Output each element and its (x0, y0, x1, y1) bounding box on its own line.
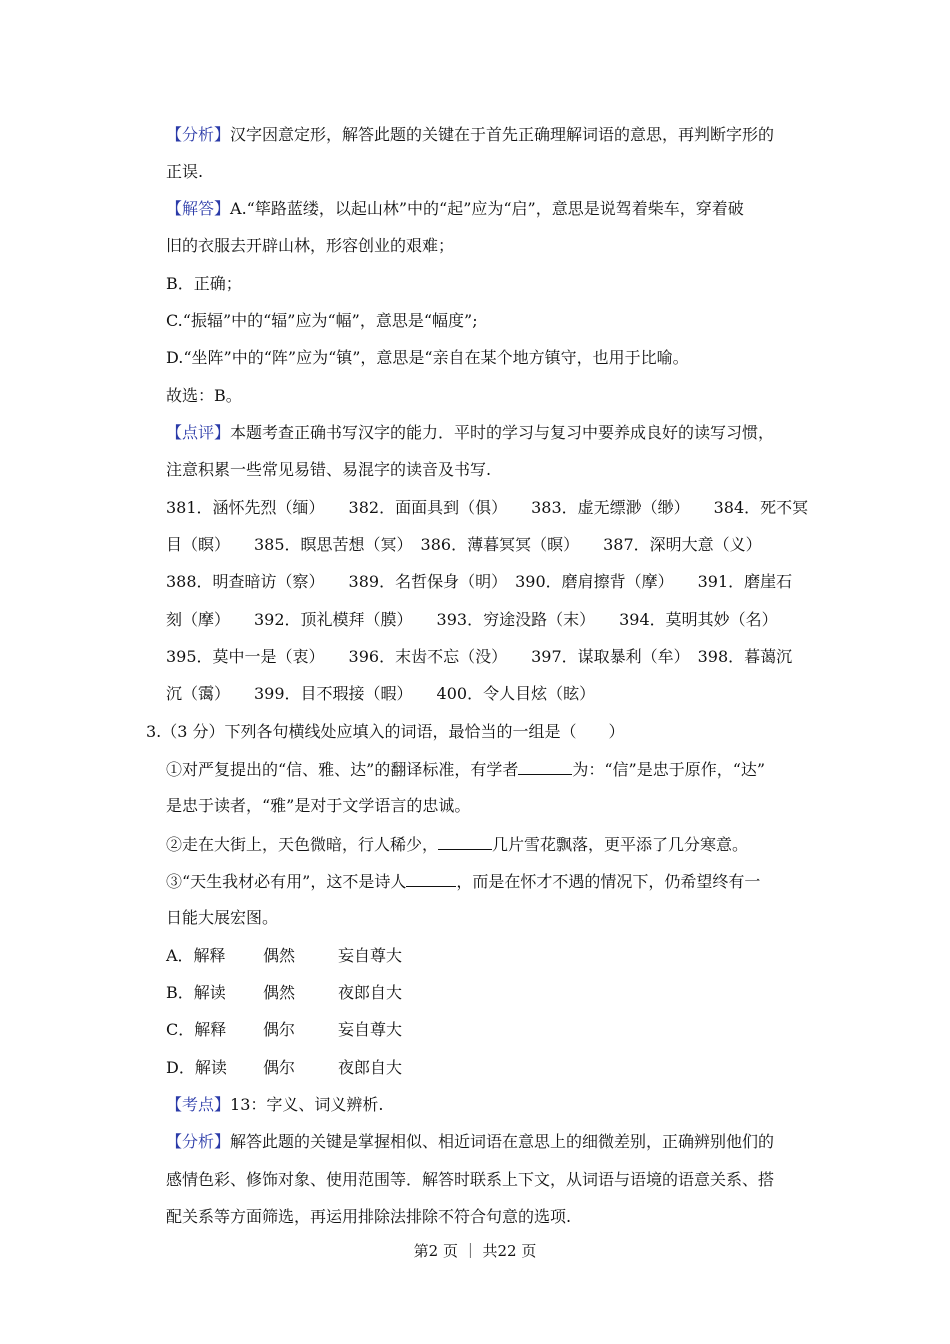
option-d[interactable] (166, 1057, 402, 1079)
analysis-3-cont: 感情色彩、修饰对象、使用范围等．解答时联系上下文，从词语与语境的语意关系、搭 (166, 1170, 775, 1189)
sentence-1-part: ①对严复提出的“信、雅、达”的翻译标准，有学者 (166, 760, 519, 779)
option-word-3: 妄自尊大 (338, 1020, 403, 1039)
word-list-line: 388．明查暗访（察） 389．名哲保身（明） 390．磨肩擦背（摩） 391．磨崖石 (166, 572, 793, 591)
option-word-1: A．解释 (166, 946, 226, 965)
option-word-2: 偶然 (263, 946, 296, 965)
option-word-3: 夜郎自大 (338, 1058, 403, 1077)
option-c[interactable] (166, 1019, 402, 1041)
option-word-1: B．解读 (166, 983, 226, 1002)
comment-tag: 【点评】 (166, 423, 231, 442)
answer-text: A.“筚路蓝缕，以起山林”中的“起”应为“启”，意思是说驾着柴车，穿着破 (230, 199, 744, 218)
page-footer: 第2 页 ｜ 共22 页 (413, 1242, 537, 1260)
word-list-line: 沉（霭） 399．目不瑕接（暇） 400．令人目炫（眩） (166, 684, 596, 703)
answer-tag: 【解答】 (166, 199, 231, 218)
answer-choice: 故选：B。 (166, 386, 242, 405)
sentence-1-part: 为：“信”是忠于原作，“达” (572, 760, 766, 779)
question-3-stem: 3.（3 分）下列各句横线处应填入的词语，最恰当的一组是（ ） (146, 722, 625, 741)
analysis-3-line (166, 1131, 774, 1153)
analysis-tag: 【分析】 (166, 125, 231, 144)
fill-blank (438, 833, 492, 850)
sentence-1-cont: 是忠于读者，“雅”是对于文学语言的忠诚。 (166, 796, 471, 815)
comment-1-cont: 注意积累一些常见易错、易混字的读音及书写. (166, 460, 492, 479)
word-list-line: 381．涵怀先烈（缅） 382．面面具到（俱） 383．虚无缥渺（缈） 384．死不冥 (166, 498, 809, 517)
kaodian-tag: 【考点】 (166, 1095, 231, 1114)
analysis-3-cont: 配关系等方面筛选，再运用排除法排除不符合句意的选项. (166, 1207, 572, 1226)
fill-blank (406, 870, 456, 887)
comment-1-line (166, 422, 774, 444)
option-word-1: D．解读 (166, 1058, 227, 1077)
kaodian-text: 13：字义、词义辨析. (230, 1095, 384, 1114)
option-word-2: 偶尔 (263, 1020, 296, 1039)
analysis-1-cont: 正误. (166, 162, 204, 181)
analysis-text: 解答此题的关键是掌握相似、相近词语在意思上的细微差别，正确辨别他们的 (230, 1132, 775, 1151)
fill-blank (518, 758, 572, 775)
option-word-3: 妄自尊大 (338, 946, 403, 965)
analysis-1-line (166, 124, 774, 146)
option-b[interactable] (166, 982, 402, 1004)
sentence-2 (166, 833, 748, 856)
option-a[interactable] (166, 945, 402, 967)
comment-text: 本题考查正确书写汉字的能力．平时的学习与复习中要养成良好的读写习惯， (230, 423, 775, 442)
sentence-1 (166, 758, 765, 781)
sentence-2-part: ②走在大街上，天色微暗，行人稀少， (166, 835, 439, 854)
answer-d: D.“坐阵”中的“阵”应为“镇”，意思是“亲自在某个地方镇守，也用于比喻。 (166, 348, 689, 367)
option-word-2: 偶尔 (263, 1058, 296, 1077)
sentence-3-part: ③“天生我材必有用”，这不是诗人 (166, 872, 407, 891)
word-list-line: 刻（摩） 392．顶礼模拜（膜） 393．穷途没路（末） 394．莫明其妙（名） (166, 610, 778, 629)
analysis-tag: 【分析】 (166, 1132, 231, 1151)
option-word-2: 偶然 (263, 983, 296, 1002)
answer-1-line (166, 198, 744, 220)
sentence-3-part: ，而是在怀才不遇的情况下，仍希望终有一 (456, 872, 761, 891)
analysis-text: 汉字因意定形，解答此题的关键在于首先正确理解词语的意思，再判断字形的 (230, 125, 775, 144)
word-list-line: 目（瞑） 385．瞑思苦想（冥） 386．薄暮冥冥（暝） 387．深明大意（义） (166, 535, 762, 554)
sentence-2-part: 几片雪花飘落，更平添了几分寒意。 (492, 835, 749, 854)
answer-c: C.“振辐”中的“辐”应为“幅”，意思是“幅度”; (166, 311, 478, 330)
option-word-3: 夜郎自大 (338, 983, 403, 1002)
answer-1-cont: 旧的衣服去开辟山林，形容创业的艰难； (166, 236, 455, 255)
answer-b: B．正确； (166, 274, 242, 293)
sentence-3-cont: 日能大展宏图。 (166, 908, 279, 927)
sentence-3 (166, 870, 760, 893)
option-word-1: C．解释 (166, 1020, 227, 1039)
kaodian-line (166, 1094, 383, 1116)
word-list-line: 395．莫中一是（衷） 396．末齿不忘（没） 397．谋取暴利（牟） 398．暮蔼沉 (166, 647, 793, 666)
